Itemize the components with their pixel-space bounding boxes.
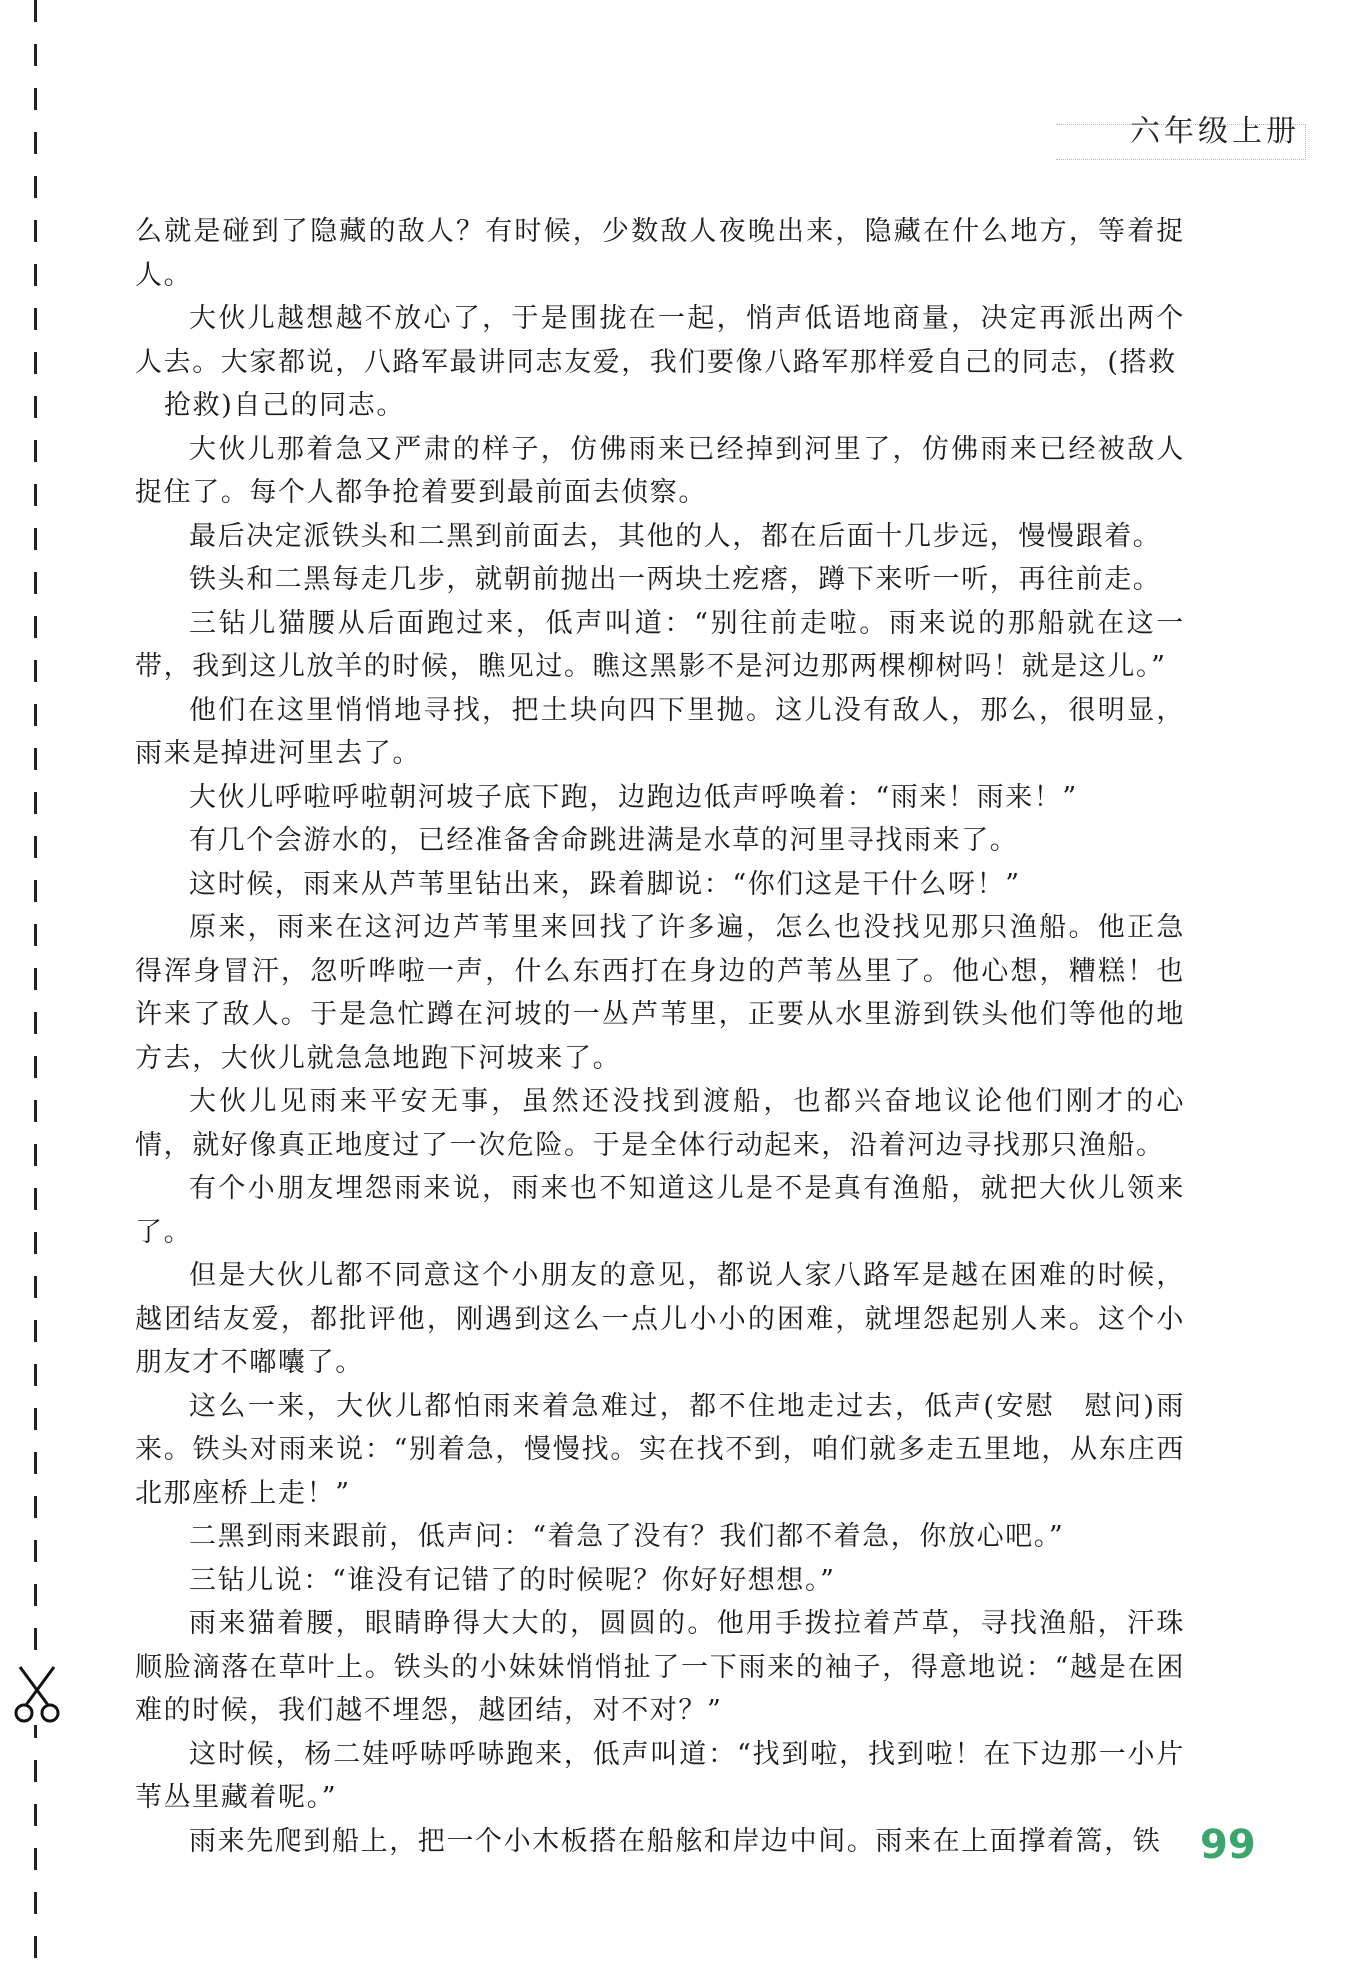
page-number: 99 bbox=[1200, 1822, 1256, 1868]
paragraph: 么就是碰到了隐藏的敌人？有时候，少数敌人夜晚出来，隐藏在什么地方，等着捉人。 bbox=[135, 216, 1185, 291]
paragraph: 抢救)自己的同志。 bbox=[164, 390, 405, 421]
scissors-icon bbox=[14, 1665, 60, 1725]
paragraph: 有个小朋友埋怨雨来说，雨来也不知道这儿是不是真有渔船，就把大伙儿领来了。 bbox=[135, 1173, 1185, 1248]
paragraph: 二黑到雨来跟前，低声问：“着急了没有？我们都不着急，你放心吧。” bbox=[189, 1521, 1065, 1552]
paragraph: 原来，雨来在这河边芦苇里来回找了许多遍，怎么也没找见那只渔船。他正急得浑身冒汗，忽听哗啦一声，什么东西打在身边的芦苇丛里了。他心想，糟糕！也许来了敌人。于是急忙蹲在河坡的一丛芦苇里，正要从水里游到铁头他们等他的地方去，大伙儿就急急地跑下河坡来了。 bbox=[135, 912, 1185, 1074]
paragraph: 雨来先爬到船上，把一个小木板搭在船舷和岸边中间。雨来在上面撑着篙，铁 bbox=[189, 1825, 1162, 1857]
paragraph: 大伙儿那着急又严肃的样子，仿佛雨来已经掉到河里了，仿佛雨来已经被敌人捉住了。每个人都争抢着要到最前面去侦察。 bbox=[135, 433, 1185, 508]
paragraph: 大伙儿见雨来平安无事，虽然还没找到渡船，也都兴奋地议论他们刚才的心情，就好像真正地度过了一次危险。于是全体行动起来，沿着河边寻找那只渔船。 bbox=[135, 1086, 1185, 1161]
paragraph: 他们在这里悄悄地寻找，把土块向四下里抛。这儿没有敌人，那么，很明显，雨来是掉进河里去了。 bbox=[135, 694, 1185, 769]
paragraph: 有几个会游水的，已经准备舍命跳进满是水草的河里寻找雨来了。 bbox=[189, 825, 1019, 856]
page-header bbox=[1056, 106, 1306, 160]
paragraph: 最后决定派铁头和二黑到前面去，其他的人，都在后面十几步远，慢慢跟着。 bbox=[189, 520, 1162, 552]
paragraph: 三钻儿猫腰从后面跑过来，低声叫道：“别往前走啦。雨来说的那船就在这一带，我到这儿放羊的时候，瞧见过。瞧这黑影不是河边那两棵柳树吗！就是这儿。” bbox=[135, 607, 1185, 682]
paragraph: 铁头和二黑每走几步，就朝前抛出一两块土疙瘩，蹲下来听一听，再往前走。 bbox=[189, 564, 1162, 595]
paragraph: 这么一来，大伙儿都怕雨来着急难过，都不住地走过去，低声(安慰 慰问)雨来。铁头对雨来说：“别着急，慢慢找。实在找不到，咱们就多走五里地，从东庄西北那座桥上走！” bbox=[135, 1390, 1185, 1509]
body-text bbox=[135, 210, 1185, 1863]
paragraph: 大伙儿呼啦呼啦朝河坡子底下跑，边跑边低声呼唤着：“雨来！雨来！” bbox=[189, 781, 1078, 813]
paragraph: 雨来猫着腰，眼睛睁得大大的，圆圆的。他用手拨拉着芦草，寻找渔船，汗珠顺脸滴落在草叶上。铁头的小妹妹悄悄扯了一下雨来的袖子，得意地说：“越是在困难的时候，我们越不埋怨，越团结，对不对？” bbox=[135, 1608, 1185, 1726]
header-title: 六年级上册 bbox=[1130, 114, 1300, 149]
paragraph: 但是大伙儿都不同意这个小朋友的意见，都说人家八路军是越在困难的时候，越团结友爱，都批评他，刚遇到这么一点儿小小的困难，就埋怨起别人来。这个小朋友才不嘟囔了。 bbox=[135, 1260, 1185, 1378]
paragraph: 大伙儿越想越不放心了，于是围拢在一起，悄声低语地商量，决定再派出两个人去。大家都说，八路军最讲同志友爱，我们要像八路军那样爱自己的同志，(搭救 bbox=[135, 303, 1185, 378]
paragraph: 这时候，雨来从芦苇里钻出来，跺着脚说：“你们这是干什么呀！” bbox=[189, 868, 1021, 900]
paragraph: 这时候，杨二娃呼哧呼哧跑来，低声叫道：“找到啦，找到啦！在下边那一小片苇丛里藏着呢。” bbox=[135, 1738, 1185, 1813]
paragraph: 三钻儿说：“谁没有记错了的时候呢？你好好想想。” bbox=[189, 1564, 836, 1596]
